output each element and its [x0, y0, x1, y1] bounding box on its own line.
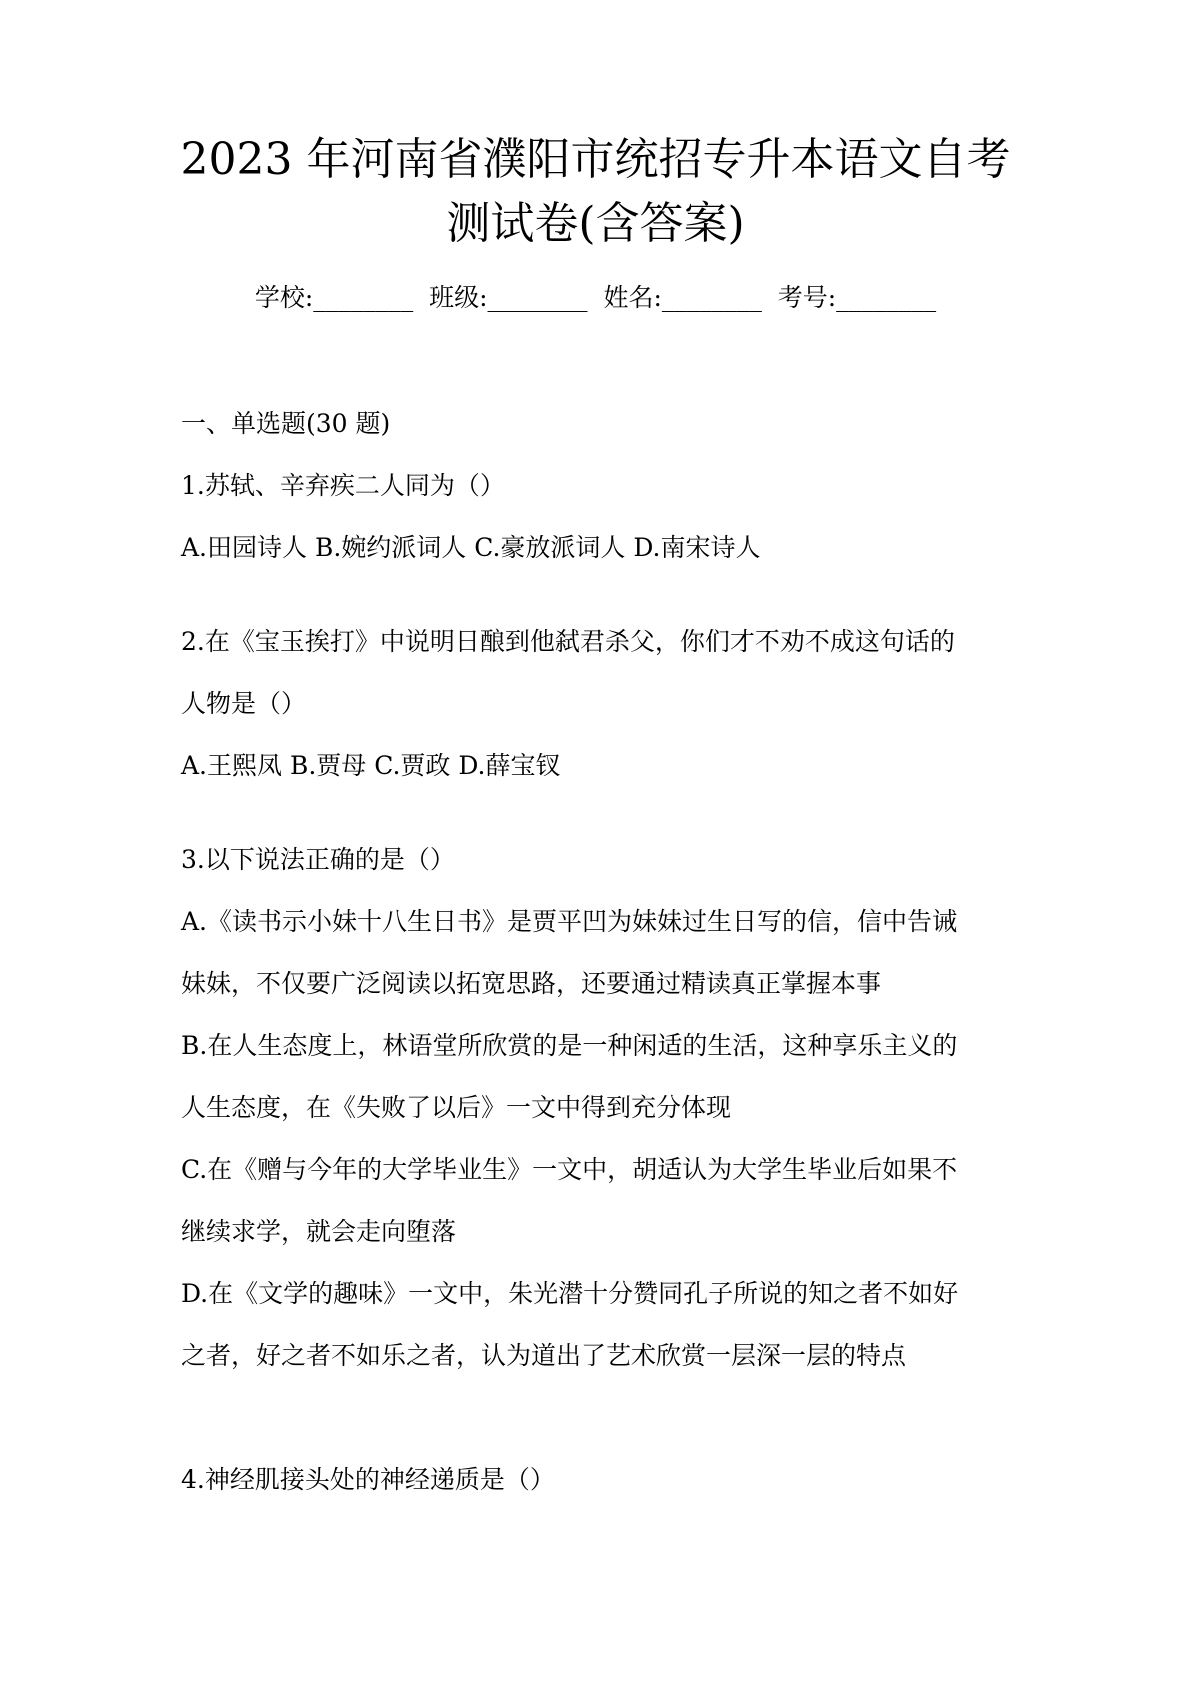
question-3-option-a-line-1: A.《读书示小妹十八生日书》是贾平凹为妹妹过生日写的信，信中告诫: [181, 907, 958, 936]
document-title-line-1: 2023 年河南省濮阳市统招专升本语文自考: [180, 134, 1011, 185]
question-3-option-c-line-2: 继续求学，就会走向堕落: [181, 1217, 457, 1246]
question-3-option-c-line-1: C.在《赠与今年的大学毕业生》一文中，胡适认为大学生毕业后如果不: [181, 1155, 958, 1184]
question-3-option-d-line-2: 之者，好之者不如乐之者，认为道出了艺术欣赏一层深一层的特点: [181, 1341, 907, 1370]
question-3-stem: 3.以下说法正确的是（）: [181, 845, 455, 874]
question-1-options: A.田园诗人 B.婉约派词人 C.豪放派词人 D.南宋诗人: [181, 533, 761, 562]
question-4-stem: 4.神经肌接头处的神经递质是（）: [181, 1465, 555, 1494]
question-3-option-d-line-1: D.在《文学的趣味》一文中，朱光潜十分赞同孔子所说的知之者不如好: [181, 1279, 959, 1308]
student-info-line: 学校:________ 班级:________ 姓名:________ 考号:________: [254, 283, 937, 312]
question-1-stem: 1.苏轼、辛弃疾二人同为（）: [181, 471, 505, 500]
question-3-option-a-line-2: 妹妹，不仅要广泛阅读以拓宽思路，还要通过精读真正掌握本事: [181, 969, 882, 998]
question-3-option-b-line-2: 人生态度，在《失败了以后》一文中得到充分体现: [181, 1093, 732, 1122]
section-heading: 一、单选题(30 题): [181, 409, 391, 438]
document-title-line-2: 测试卷(含答案): [446, 198, 745, 249]
question-2-options: A.王熙凤 B.贾母 C.贾政 D.薛宝钗: [181, 751, 561, 780]
question-3-option-b-line-1: B.在人生态度上，林语堂所欣赏的是一种闲适的生活，这种享乐主义的: [181, 1031, 958, 1060]
question-2-stem-line-2: 人物是（）: [181, 689, 307, 718]
question-2-stem-line-1: 2.在《宝玉挨打》中说明日酿到他弑君杀父，你们才不劝不成这句话的: [181, 627, 955, 656]
